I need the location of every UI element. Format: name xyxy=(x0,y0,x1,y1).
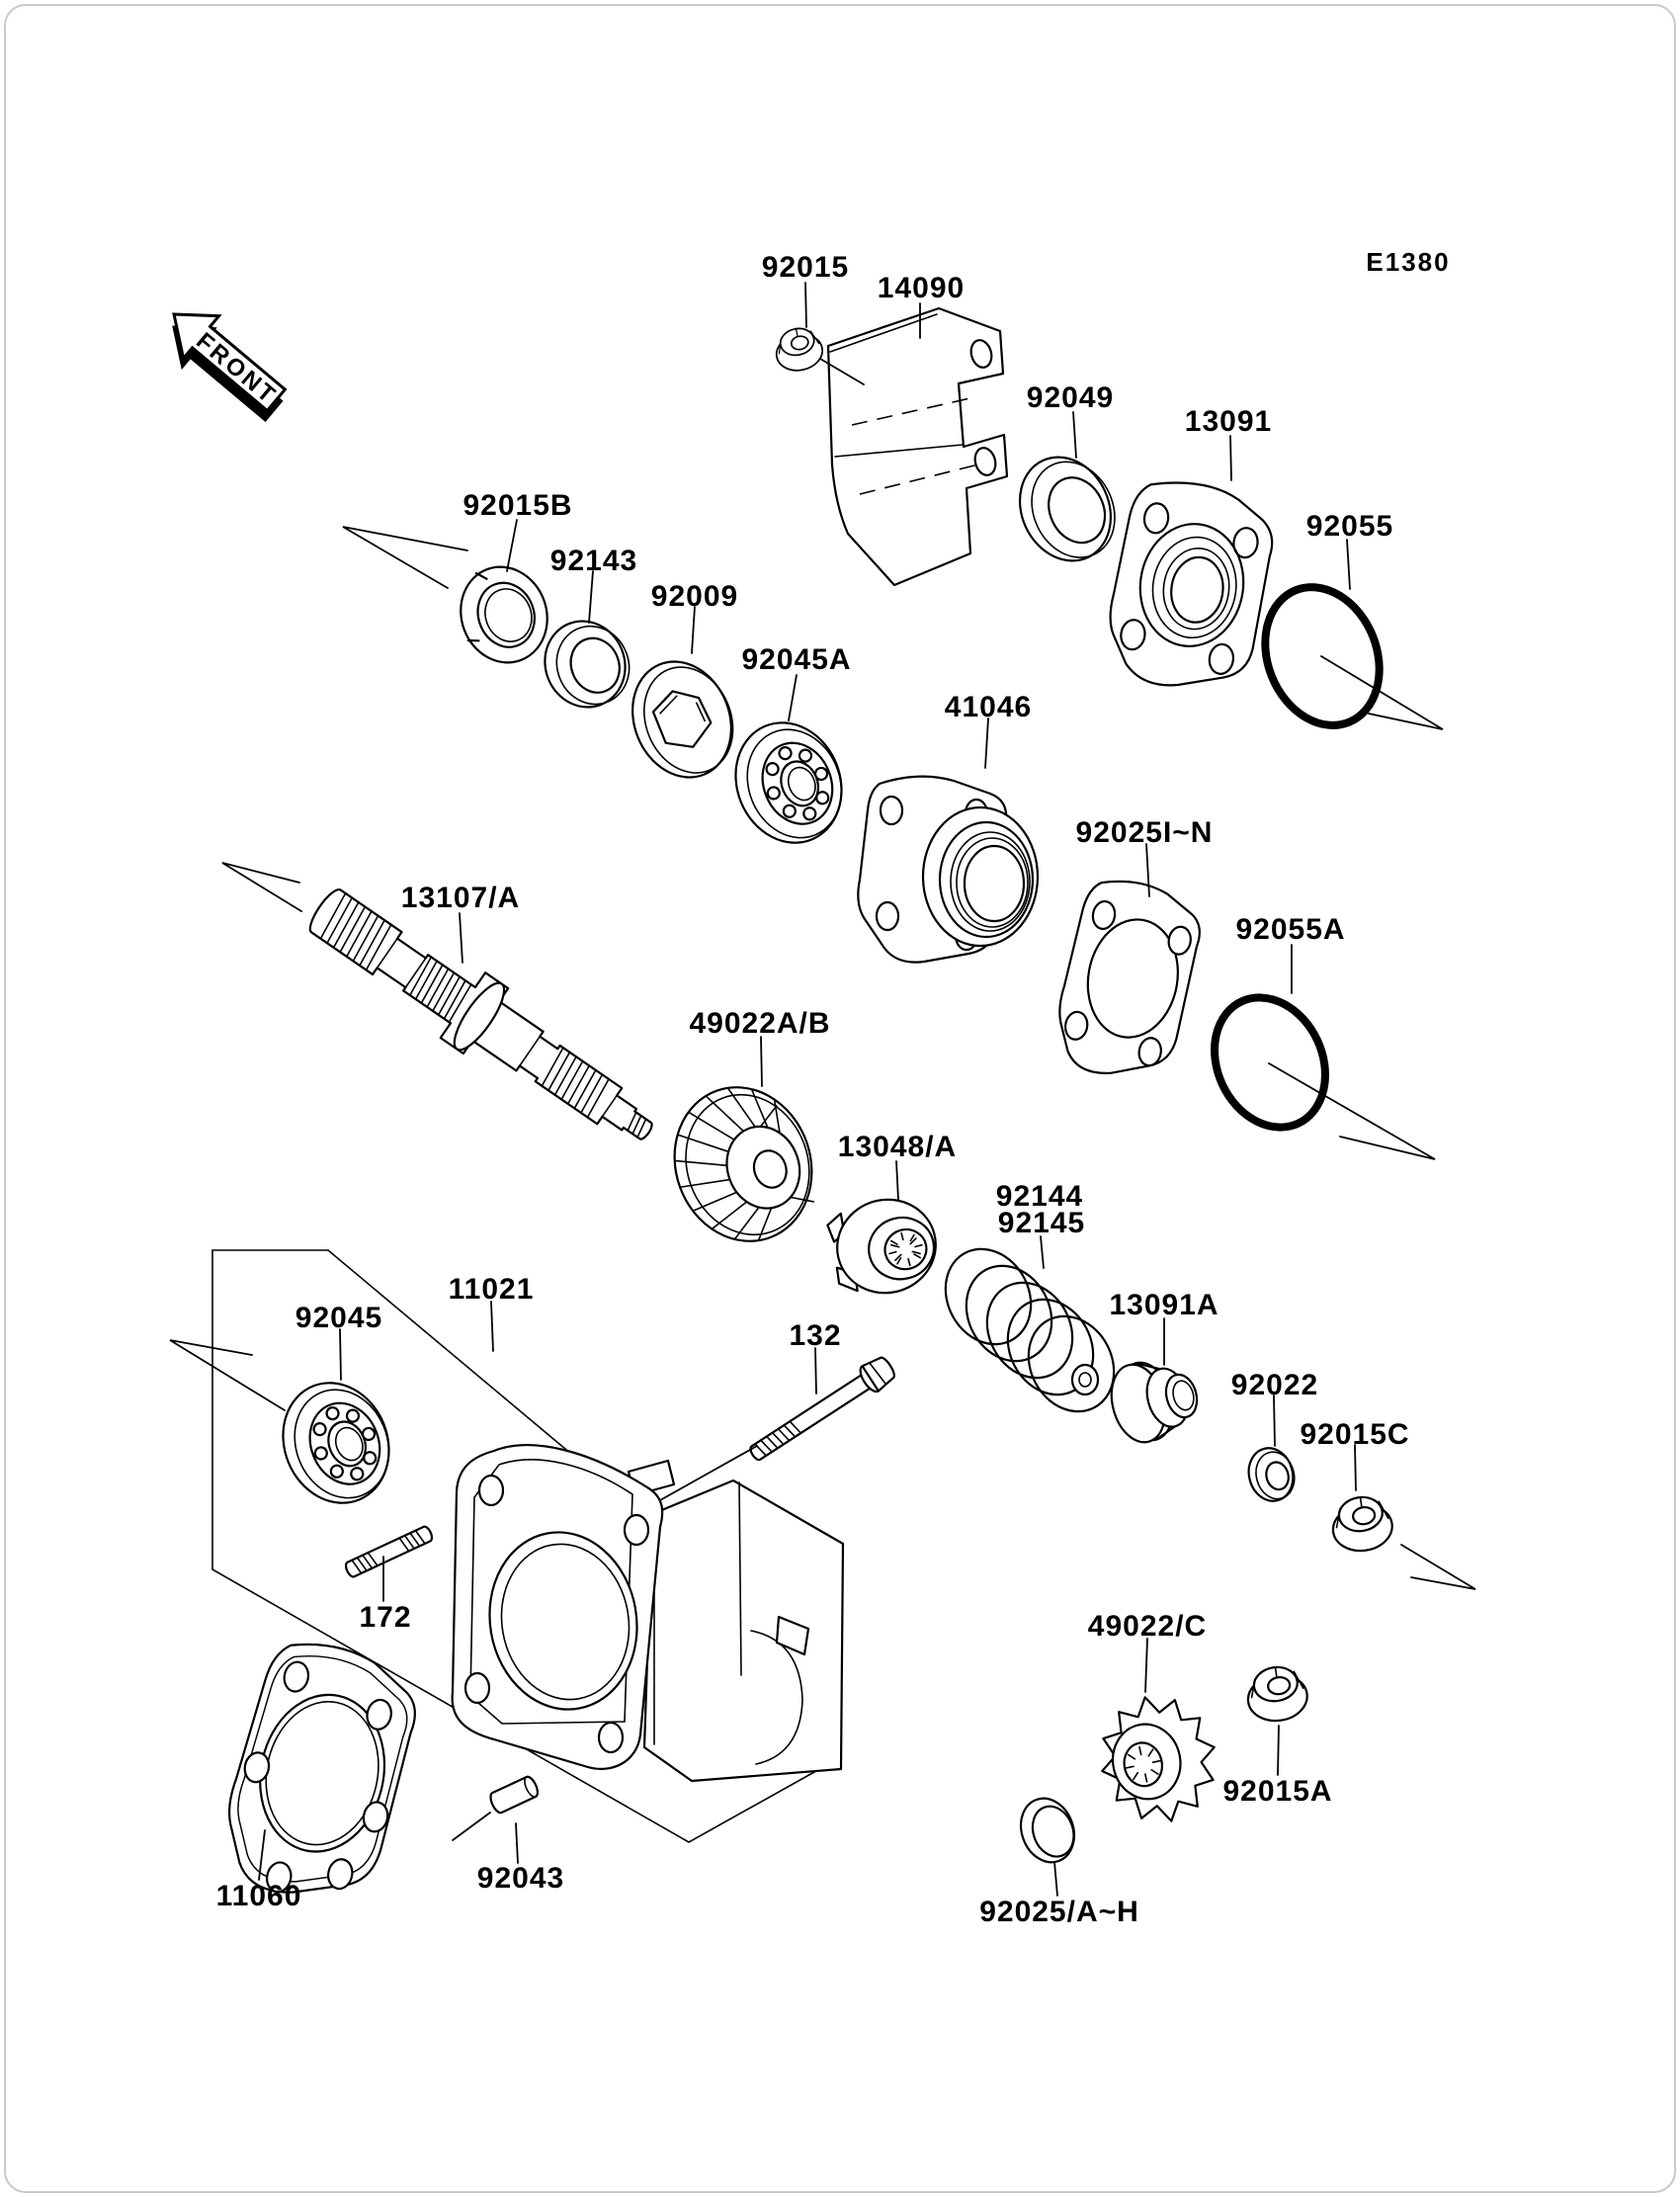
gear-49022c-drawing xyxy=(1089,1685,1227,1832)
pin-92043-drawing xyxy=(488,1775,541,1815)
part-label-92049: 92049 xyxy=(1026,381,1115,414)
front-label: FRONT xyxy=(191,327,283,410)
nut-92015c-drawing xyxy=(1329,1493,1395,1555)
part-label-92015b: 92015B xyxy=(462,489,573,522)
part-label-92045a: 92045A xyxy=(741,643,852,676)
part-label-13091a: 13091A xyxy=(1109,1289,1219,1321)
part-label-92009: 92009 xyxy=(650,580,739,613)
part-label-41046: 41046 xyxy=(944,691,1033,723)
holder-13091a-drawing xyxy=(1104,1350,1206,1448)
part-label-92143: 92143 xyxy=(549,545,638,577)
bolt-132-drawing xyxy=(744,1353,898,1468)
part-label-11060: 11060 xyxy=(215,1880,302,1912)
bearing-92045a-drawing xyxy=(718,707,860,859)
housing-41046-drawing xyxy=(858,777,1038,963)
part-label-92025in: 92025I~N xyxy=(1075,816,1214,849)
part-label-14090: 14090 xyxy=(877,272,966,304)
stud-172-drawing xyxy=(344,1525,434,1578)
part-label-92025ah: 92025/A~H xyxy=(979,1896,1139,1928)
washer-92022-drawing xyxy=(1243,1443,1300,1506)
part-label-92015: 92015 xyxy=(761,251,850,284)
part-label-92015a: 92015A xyxy=(1222,1775,1333,1808)
part-label-13048a: 13048/A xyxy=(837,1131,958,1163)
bracket-14090-drawing xyxy=(828,308,1007,585)
gasket-11060-drawing xyxy=(213,1633,426,1912)
nut-92015-drawing xyxy=(772,324,826,375)
locknut-92015b-drawing xyxy=(448,554,560,675)
shim-92025ah-drawing xyxy=(1012,1791,1082,1870)
diagram-code: E1380 xyxy=(1366,247,1451,277)
part-label-92055: 92055 xyxy=(1305,510,1394,543)
shaft-13107a-drawing xyxy=(297,875,671,1166)
part-label-49022ab: 49022A/B xyxy=(689,1007,831,1040)
part-label-11021: 11021 xyxy=(448,1273,535,1306)
part-label-49022c: 49022/C xyxy=(1087,1610,1208,1643)
part-label-92055a: 92055A xyxy=(1235,913,1346,946)
housing-13091-drawing xyxy=(1101,474,1279,697)
washer-92009-drawing xyxy=(616,646,749,793)
part-label-92022: 92022 xyxy=(1230,1369,1319,1401)
gearcase-11021-drawing xyxy=(453,1445,843,1781)
part-label-92015c: 92015C xyxy=(1300,1418,1410,1451)
part-label-132: 132 xyxy=(789,1319,842,1352)
part-label-92144: 92144 xyxy=(995,1180,1084,1213)
part-label-172: 172 xyxy=(359,1601,412,1634)
nut-92015a-drawing xyxy=(1244,1663,1310,1725)
bearing-92045-drawing xyxy=(266,1367,407,1519)
bevelgear-49022ab-drawing xyxy=(653,1068,833,1261)
part-label-92043: 92043 xyxy=(476,1862,565,1895)
part-label-92145: 92145 xyxy=(997,1207,1086,1239)
part-label-13091: 13091 xyxy=(1184,405,1273,438)
spring-92144-92145-drawing xyxy=(929,1234,1130,1427)
part-label-13107a: 13107/A xyxy=(400,882,521,914)
gasket-92025in-drawing xyxy=(1050,874,1207,1086)
collar-92143-drawing xyxy=(532,608,640,719)
front-direction-marker xyxy=(150,294,298,433)
oring-92055a-drawing xyxy=(1194,979,1346,1145)
seal-92049-drawing xyxy=(1003,441,1130,575)
part-label-92045: 92045 xyxy=(294,1302,383,1334)
coupling-13048a-drawing xyxy=(821,1189,947,1306)
